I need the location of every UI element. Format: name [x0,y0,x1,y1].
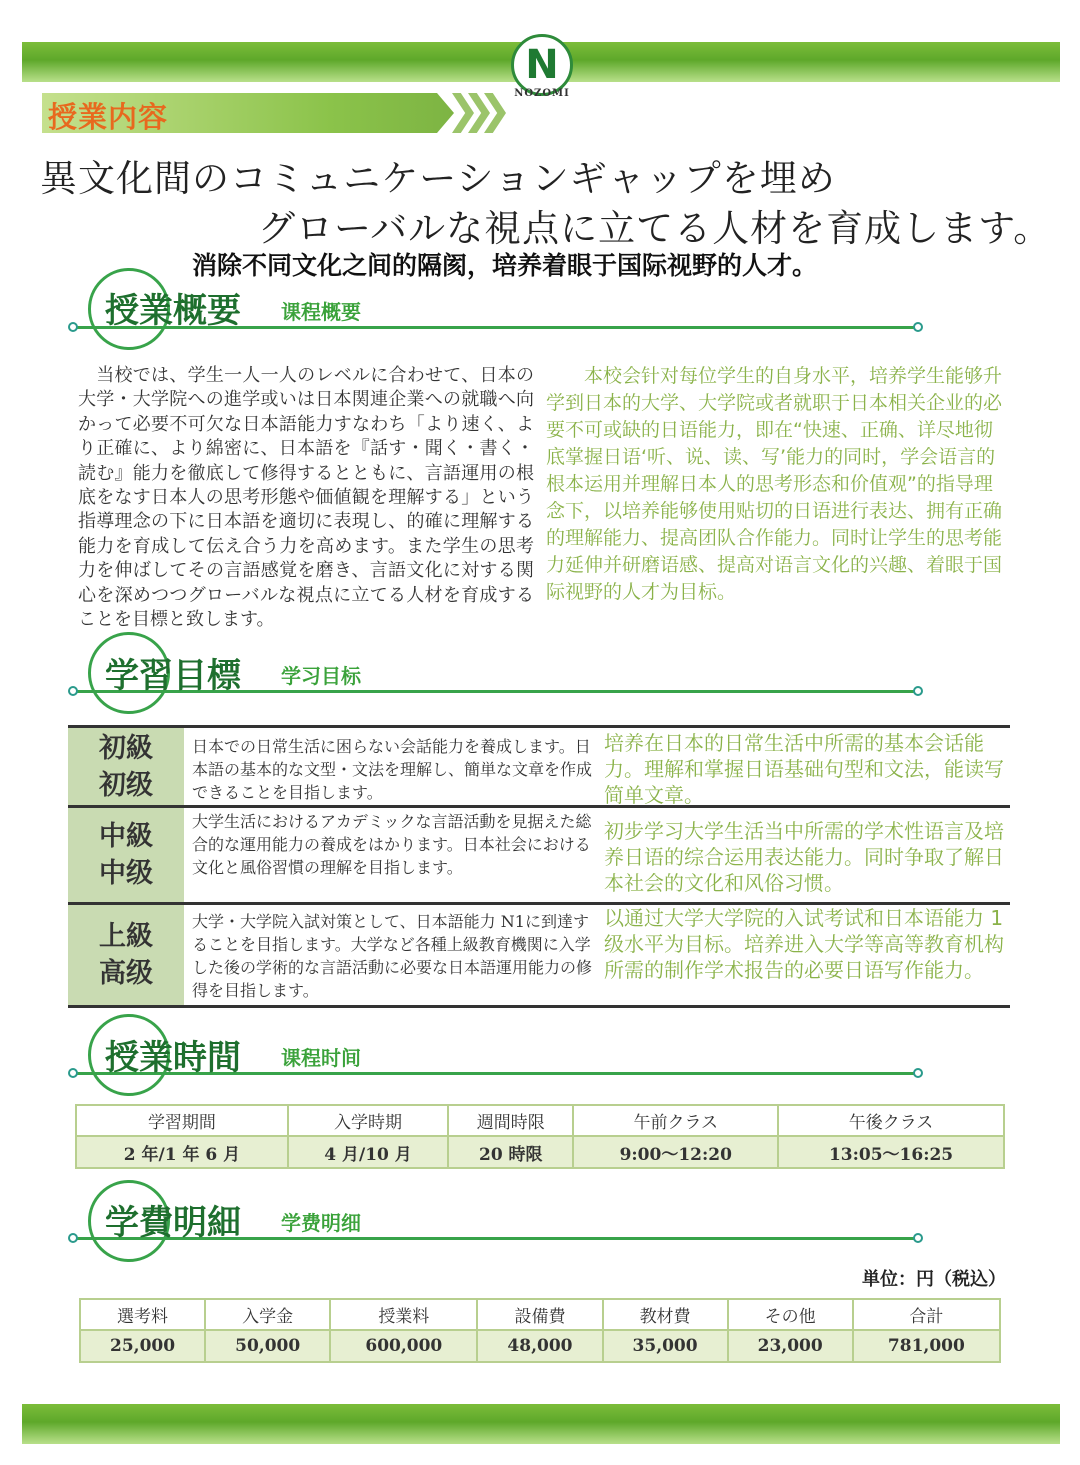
schedule-value: 4 月/10 月 [288,1136,448,1168]
fees-header: その他 [728,1299,853,1330]
fees-value: 50,000 [205,1330,330,1362]
banner-label: 授業内容 [48,100,169,134]
level-label [68,808,184,902]
level-cn-text: 培养在日本的日常生活中所需的基本会话能力。理解和掌握日语基础句型和文法，能读写简单文章。 [604,731,1004,807]
fees-header: 選考料 [80,1299,205,1330]
fees-value: 48,000 [477,1330,602,1362]
fees-value: 600,000 [330,1330,477,1362]
section-subtitle-fees: 学费明细 [281,1211,361,1235]
fees-value: 781,000 [853,1330,1000,1362]
level-label-jp: 上級 [99,921,153,952]
level-label [68,728,184,805]
section-subtitle-goals: 学习目标 [281,664,361,688]
overview-jp-text: 当校では、学生一人一人のレベルに合わせて、日本の大学・大学院への進学或いは日本関連企業への就職へ向かって必要不可欠な日本語能力すなわち「より速く、より正確に、より綿密に、日本語を『話す・聞く・書く・読む』能力を徹底して修得するとともに、言語運用の根底をなす日本人の思考形態や価値観を理解する」という指導理念の下に日本語を適切に表現し、的確に理解する能力を育成して伝え合う力を高めます。また学生の思考力を伸ばしてその言語感覚を磨き、言語文化に対する関心を深めつつグローバルな視点に立てる人材を育成することを目標と致します。 [78,365,534,631]
fees-value: 23,000 [728,1330,853,1362]
schedule-value: 20 時限 [448,1136,573,1168]
logo-letter: N [525,42,559,88]
footer-bar [22,1404,1060,1444]
divider-dot [68,1068,78,1078]
headline-cn: 消除不同文化之间的隔阂，培养着眼于国际视野的人才。 [192,251,818,280]
level-label-jp: 初級 [99,732,153,764]
level-jp-text: 大学生活におけるアカデミックな言語活動を見据えた総合的な運用能力の養成をはかります。日本社会における文化と風俗習慣の理解を目指します。 [192,812,592,877]
schedule-header: 学習期間 [76,1105,288,1136]
level-cn-text: 以通过大学大学院的入试考试和日本语能力 1 级水平为目标。培养进入大学等高等教育机构所需的制作学术报告的必要日语写作能力。 [604,906,1004,982]
fees-header: 入学金 [205,1299,330,1330]
fees-header: 教材費 [603,1299,728,1330]
fees-header: 合計 [853,1299,1000,1330]
level-jp-text: 大学・大学院入試対策として、日本語能力 N1に到達することを目指します。大学など各種上級教育機関に入学した後の学術的な言語活動に必要な日本語運用能力の修得を目指します。 [192,912,593,1000]
section-subtitle-overview: 课程概要 [281,300,361,324]
level-label-cn: 高级 [99,958,153,989]
fees-header: 設備費 [477,1299,602,1330]
section-title-hours: 授業時間 [105,1038,241,1078]
fees-value: 35,000 [603,1330,728,1362]
fee-unit-label: 単位：円（税込） [862,1269,1006,1290]
schedule-value-row [76,1136,1004,1168]
fees-header: 授業料 [330,1299,477,1330]
level-row [68,805,1010,902]
schedule-table [75,1104,1005,1169]
schedule-header: 午後クラス [778,1105,1004,1136]
section-title-overview: 授業概要 [105,291,241,331]
schedule-header-row [76,1105,1004,1136]
section-title-fees: 学費明細 [105,1203,241,1243]
divider-dot [913,1233,923,1243]
level-label-cn: 中级 [99,858,153,889]
level-row [68,725,1010,805]
level-label-jp: 中級 [99,821,153,852]
overview-cn-text: 本校会针对每位学生的自身水平，培养学生能够升学到日本的大学、大学院或者就职于日本相关企业的必要不可或缺的日语能力，即在“快速、正确、详尽地彻底掌握日语‘听、说、读、写’能力的同时，学会语言的根本运用并理解日本人的思考形态和价值观”的指导理念下，以培养能够使用贴切的日语进行表达、拥有正确的理解能力、提高团队合作能力。同时让学生的思考能力延伸并研磨语感、提高对语言文化的兴趣、着眼于国际视野的人才为目标。 [546,365,1003,603]
level-label [68,905,184,1005]
divider-dot [913,1068,923,1078]
level-row [68,902,1010,1008]
divider-dot [68,1233,78,1243]
schedule-value: 13:05～16:25 [778,1136,1004,1168]
divider-dot [913,322,923,332]
level-jp-text: 日本での日常生活に困らない会話能力を養成します。日本語の基本的な文型・文法を理解し、簡単な文章を作成できることを目指します。 [192,737,593,802]
divider-dot [68,686,78,696]
section-title-goals: 学習目標 [105,656,241,696]
schedule-header: 入学時期 [288,1105,448,1136]
schedule-header: 週間時限 [448,1105,573,1136]
divider-dot [68,322,78,332]
fees-value: 25,000 [80,1330,205,1362]
schedule-value: 9:00～12:20 [573,1136,778,1168]
headline-jp-line1: 異文化間のコミュニケーションギャップを埋め [40,157,836,200]
schedule-value: 2 年/1 年 6 月 [76,1136,288,1168]
section-subtitle-hours: 课程时间 [281,1046,361,1070]
level-label-cn: 初级 [99,769,153,801]
headline-jp-line2: グローバルな視点に立てる人材を育成します。 [258,207,1052,250]
fees-table [79,1298,1001,1363]
divider-dot [913,686,923,696]
fees-header-row [80,1299,1000,1330]
chevron-right-icon [452,93,474,133]
nozomi-logo [511,34,573,96]
fees-value-row [80,1330,1000,1362]
logo-text: NOZOMI [514,88,570,99]
schedule-header: 午前クラス [573,1105,778,1136]
level-cn-text: 初步学习大学生活当中所需的学术性语言及培养日语的综合运用表达能力。同时争取了解日本社会的文化和风俗习惯。 [604,819,1004,895]
